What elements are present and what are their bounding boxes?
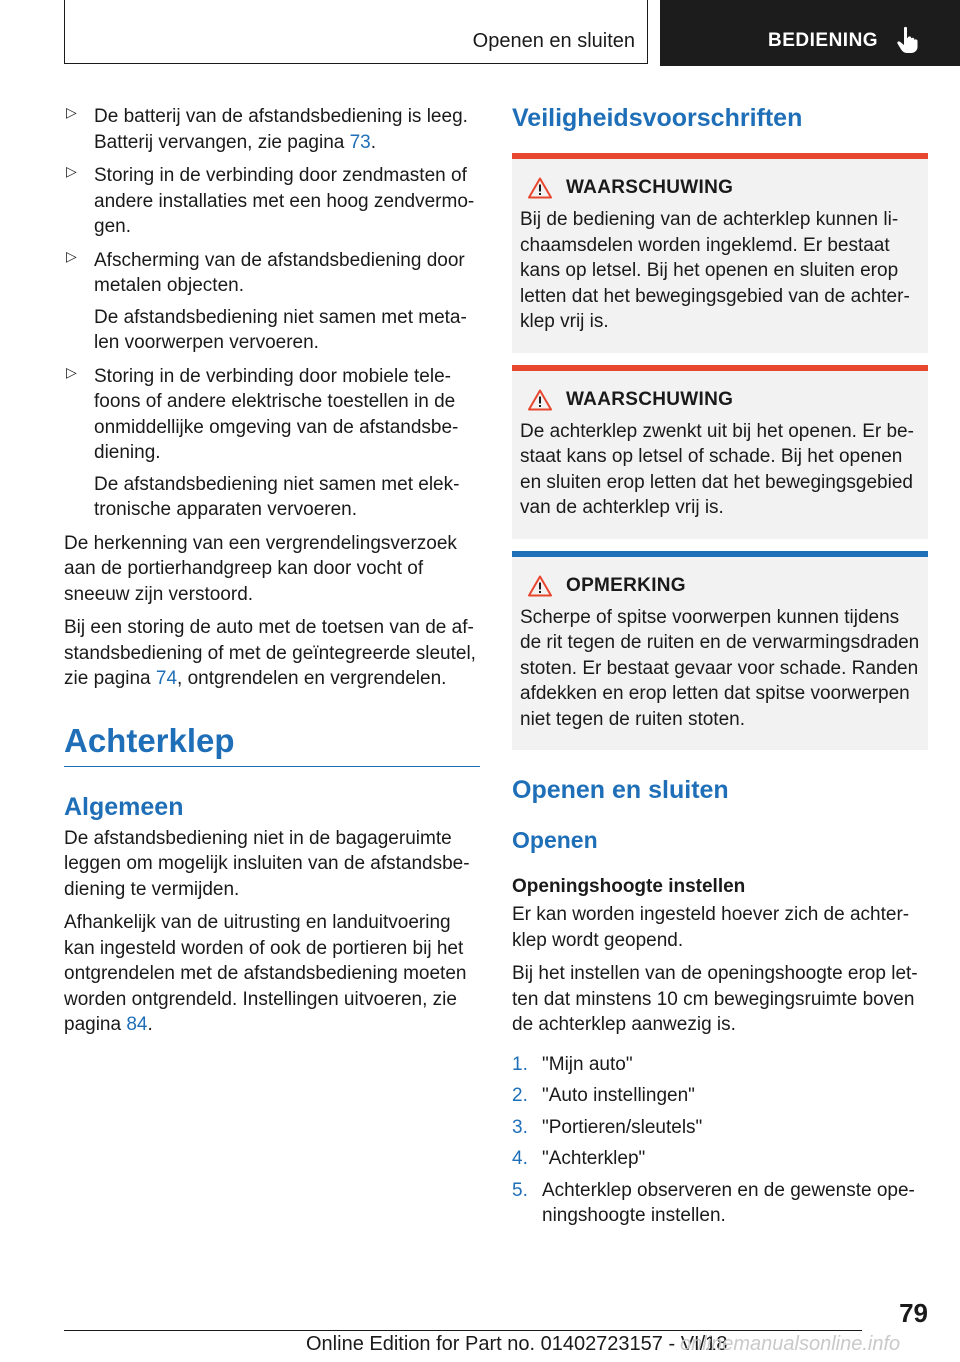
warning-box-title xyxy=(528,389,920,411)
right-column xyxy=(512,104,928,1235)
note-box-title xyxy=(528,575,920,597)
bullet-item xyxy=(64,104,480,155)
paragraph-text: . xyxy=(147,1014,153,1035)
warning-box-title xyxy=(528,177,920,199)
section-heading-wrap xyxy=(64,722,480,767)
footer-edition: Online Edition for Part no. 01402723157 - VI/18 xyxy=(306,1333,728,1355)
note-box xyxy=(512,551,928,751)
footer-divider xyxy=(64,1330,862,1331)
header-section-title: Openen en sluiten xyxy=(472,30,635,52)
page-link-84[interactable]: 84 xyxy=(126,1014,148,1035)
warning-triangle-icon xyxy=(528,177,552,199)
page-link-74[interactable]: 74 xyxy=(155,668,178,689)
warning-triangle-icon xyxy=(528,389,552,411)
subsection-heading: Algemeen xyxy=(64,792,184,821)
warning-box xyxy=(512,365,928,539)
step-text: "Mijn auto" xyxy=(542,1053,633,1075)
paragraph-text: , ontgrendelen en vergrendelen. xyxy=(177,668,447,689)
watermark: onlinemanualsonline.info xyxy=(680,1333,901,1355)
triangle-bullet-icon: ▷ xyxy=(66,104,77,120)
step-number: 4. xyxy=(512,1148,528,1169)
header-chapter-box xyxy=(660,0,960,66)
bullet-item xyxy=(64,248,480,356)
step-item xyxy=(512,1083,928,1109)
note-title: OPMERKING xyxy=(566,574,686,596)
hand-pointer-icon xyxy=(896,26,920,54)
step-text: "Portieren/sleutels" xyxy=(542,1116,703,1138)
paragraph: Bij het instellen van de openingshoogte erop let‐ten dat minstens 10 cm bewegingsruimte boven de achterklep aanwezig is. xyxy=(512,963,918,1035)
note-text: Scherpe of spitse voorwerpen kunnen tijdens de rit tegen de ruiten en de verwarmingsdraden stoten. Er bestaat gevaar voor schade. Randen afdekken en erop letten dat spitse voorwerpen niet tegen de ruiten stoten. xyxy=(520,606,920,730)
bullet-extra-text: De afstandsbediening niet samen met elek‐tronische apparaten vervoeren. xyxy=(94,473,460,520)
procedure-heading: Openingshoogte instellen xyxy=(512,876,746,897)
paragraph: Er kan worden ingesteld hoever zich de achter‐klep wordt geopend. xyxy=(512,904,910,951)
step-number: 3. xyxy=(512,1116,528,1138)
section-heading: Achterklep xyxy=(64,721,235,759)
step-text: Achterklep observeren en de gewenste ope‐ningshoogte instellen. xyxy=(542,1179,915,1226)
subsection-heading: Veiligheidsvoorschriften xyxy=(512,104,803,132)
bullet-text: Storing in de verbinding door mobiele tele‐foons of andere elektrische toestellen in de onmiddellijke omgeving van de afstandsbe‐diening. xyxy=(94,365,459,463)
step-text: "Achterklep" xyxy=(542,1148,646,1169)
step-number: 1. xyxy=(512,1053,528,1075)
paragraph: De afstandsbediening niet in de bagageruimte leggen om mogelijk insluiten van de afstandsbe‐diening te vermijden. xyxy=(64,827,470,900)
warning-title: WAARSCHUWING xyxy=(566,177,734,198)
bullet-text xyxy=(94,104,480,155)
paragraph-text: Afhankelijk van de uitrusting en landuitvoering kan ingesteld worden of ook de portieren bij het ontgrendelen met de afstandsbediening moeten worden ontgrendeld. Instellingen uitvoeren, zie pagina xyxy=(64,912,467,1035)
header-chapter-title: BEDIENING xyxy=(768,30,879,51)
step-number: 2. xyxy=(512,1085,528,1106)
paragraph xyxy=(64,910,480,1038)
step-number: 5. xyxy=(512,1179,528,1201)
triangle-bullet-icon: ▷ xyxy=(66,163,77,179)
triangle-bullet-icon: ▷ xyxy=(66,363,77,380)
triangle-bullet-icon: ▷ xyxy=(66,247,77,264)
paragraph: De herkenning van een vergrendelingsverzoek aan de portierhandgreep kan door vocht of sneeuw zijn verstoord. xyxy=(64,532,457,605)
warning-text: Bij de bediening van de achterklep kunnen li‐chaamsdelen worden ingeklemd. Er bestaat kans op letsel. Bij het openen en sluiten erop letten dat het bewegingsgebied van de achter‐klep vrij is. xyxy=(520,209,910,332)
bullet-item xyxy=(64,364,480,523)
bullet-text: Storing in de verbinding door zendmasten of andere installaties met een hoog zendvermo‐gen. xyxy=(94,165,475,237)
step-item xyxy=(512,1146,928,1172)
warning-triangle-icon xyxy=(528,575,552,597)
warning-text: De achterklep zwenkt uit bij het openen. Er be‐staat kans op letsel of schade. Bij het openen en sluiten erop letten dat het bewegingsgebied van de achterklep vrij is. xyxy=(520,420,914,518)
left-column xyxy=(64,104,480,1046)
paragraph xyxy=(64,615,480,692)
step-item xyxy=(512,1178,928,1229)
warning-box xyxy=(512,153,928,353)
bullet-text-after: . xyxy=(370,131,377,153)
paragraph-text: Bij een storing de auto met de toetsen van de af‐standsbediening of met de geïntegreerde sleutel, zie pagina xyxy=(64,617,476,689)
bullet-text-span: De batterij van de afstandsbediening is leeg. Batterij vervangen, zie pagina xyxy=(94,106,468,153)
step-text: "Auto instellingen" xyxy=(542,1085,695,1106)
steps-list xyxy=(512,1052,928,1229)
bullet-text: Afscherming van de afstandsbediening door metalen objecten. xyxy=(94,249,465,296)
subsubsection-heading: Openen xyxy=(512,827,598,853)
bullet-item xyxy=(64,163,480,240)
step-item xyxy=(512,1115,928,1141)
page-number: 79 xyxy=(899,1298,928,1328)
warning-title: WAARSCHUWING xyxy=(566,388,734,410)
step-item xyxy=(512,1052,928,1078)
header-section-box xyxy=(64,0,648,64)
page-link-73[interactable]: 73 xyxy=(349,131,371,153)
bullet-extra-text: De afstandsbediening niet samen met meta‐len voorwerpen vervoeren. xyxy=(94,306,467,353)
subsection-heading: Openen en sluiten xyxy=(512,776,729,804)
